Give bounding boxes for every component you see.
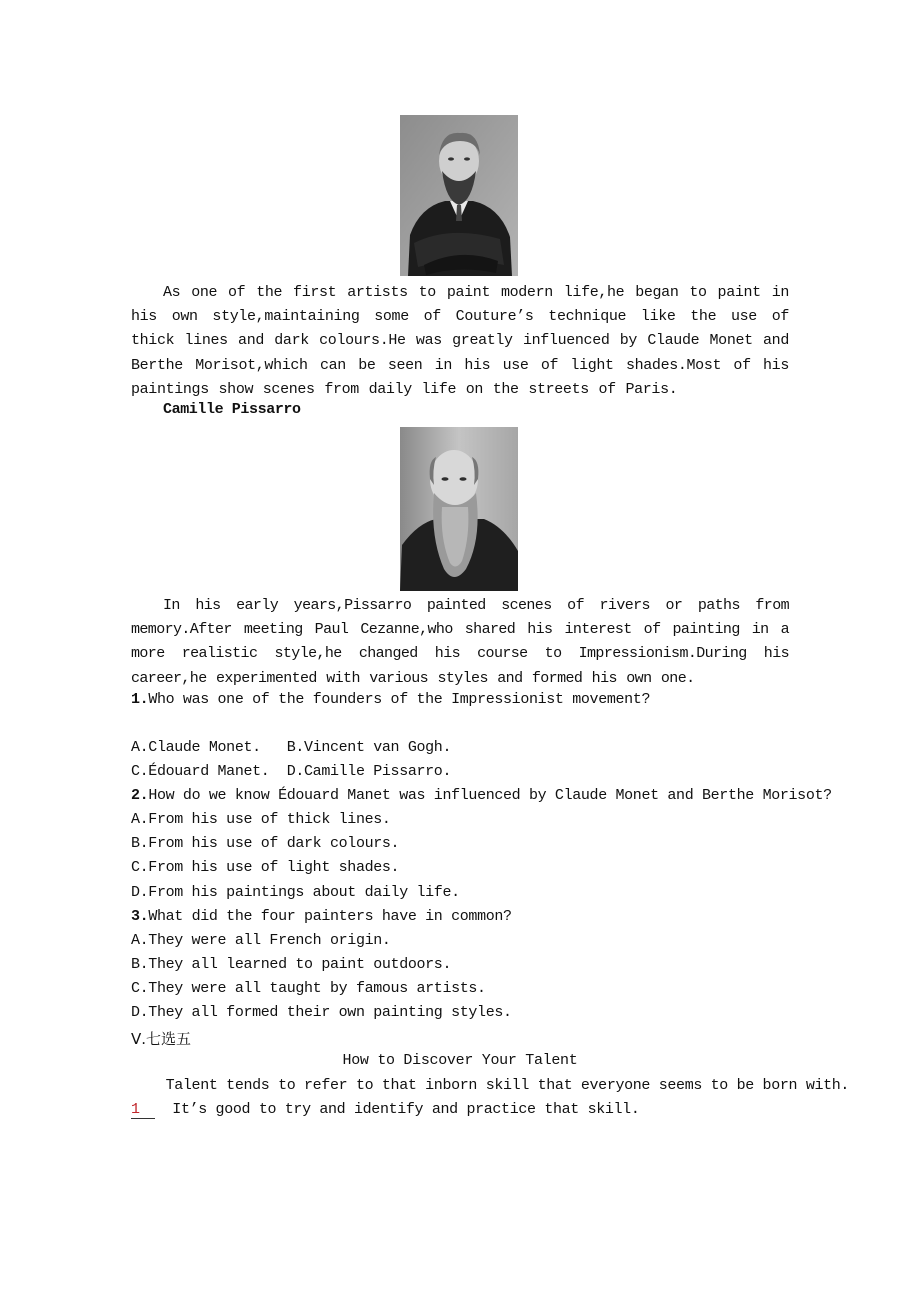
- question-2-option-c: C.From his use of light shades.: [131, 859, 400, 876]
- question-2-number: 2.: [131, 787, 149, 804]
- question-3: [131, 908, 512, 925]
- section-v-heading: Ⅴ.七选五: [131, 1030, 192, 1048]
- question-1-text: Who was one of the founders of the Impressionist movement?: [148, 691, 651, 708]
- question-3-option-c: C.They were all taught by famous artists.: [131, 980, 486, 997]
- manet-paragraph: As one of the first artists to paint modern life,he began to paint in his own style,maintaining some of Couture’s technique like the use of thick lines and dark colours.He was greatly influenced by Claude Monet and Berthe Morisot,which can be seen in his use of light shades.Most of his paintings show scenes from daily life on the streets of Paris.: [131, 284, 789, 398]
- pissarro-portrait-painting: [400, 427, 518, 591]
- pissarro-paragraph: In his early years,Pissarro painted scenes of rivers or paths from memory.After meeting Paul Cezanne,who shared his interest of painting in a more realistic style,he changed his course to Impressionism.During his career,he experimented with various styles and formed his own one.: [131, 597, 789, 687]
- reading-line-2-text: It’s good to try and identify and practice that skill.: [155, 1101, 640, 1118]
- question-3-number: 3.: [131, 908, 149, 925]
- blank-1[interactable]: 1: [131, 1102, 155, 1119]
- question-1-number: 1.: [131, 691, 149, 708]
- reading-line-1: Talent tends to refer to that inborn skill that everyone seems to be born with.: [131, 1077, 850, 1094]
- question-1-options-cd: C.Édouard Manet. D.Camille Pissarro.: [131, 763, 452, 780]
- question-3-option-d: D.They all formed their own painting styles.: [131, 1004, 512, 1021]
- question-1-options-ab: A.Claude Monet. B.Vincent van Gogh.: [131, 739, 452, 756]
- question-2-option-d: D.From his paintings about daily life.: [131, 884, 460, 901]
- reading-title: How to Discover Your Talent: [342, 1052, 578, 1069]
- question-3-option-b: B.They all learned to paint outdoors.: [131, 956, 452, 973]
- question-2-option-b: B.From his use of dark colours.: [131, 835, 400, 852]
- question-2: [131, 787, 832, 804]
- manet-portrait-photo: [400, 115, 518, 276]
- question-3-text: What did the four painters have in common?: [148, 908, 512, 925]
- reading-line-2: [131, 1101, 789, 1119]
- question-3-option-a: A.They were all French origin.: [131, 932, 391, 949]
- question-2-text: How do we know Édouard Manet was influenced by Claude Monet and Berthe Morisot?: [148, 787, 832, 804]
- question-1: [131, 691, 650, 708]
- question-2-option-a: A.From his use of thick lines.: [131, 811, 391, 828]
- pissarro-heading: Camille Pissarro: [163, 401, 301, 418]
